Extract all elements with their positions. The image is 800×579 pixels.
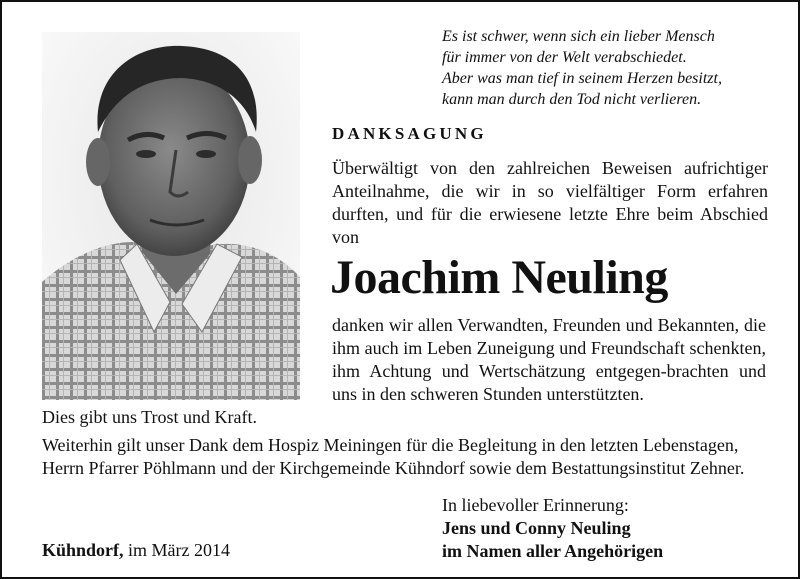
deceased-name: Joachim Neuling (330, 251, 668, 304)
signer-line: Jens und Conny Neuling (442, 518, 631, 538)
poem-line: Aber was man tief in seinem Herzen besitzt, (442, 70, 722, 87)
place-town: Kühndorf, (42, 540, 124, 560)
heading: DANKSAGUNG (332, 124, 487, 143)
poem-line: für immer von der Welt verabschiedet. (442, 49, 687, 66)
hospiz-text: Weiterhin gilt unser Dank dem Hospiz Meiningen für die Begleitung in den letzten Lebenstagen, Herrn Pfarrer Pöhlmann und der Kirchgemeinde Kühndorf sowie dem Bestattungsinstitut Zehner. (42, 435, 745, 478)
thanks-text: danken wir allen Verwandten, Freunden und Bekannten, die ihm auch im Leben Zuneigung und Freundschaft schenkten, ihm Achtung und Wertschätzung entgegen-brachten und uns in den schweren Stunden unterstützten. (332, 315, 766, 404)
portrait-photo (42, 32, 300, 400)
memory-line: In liebevoller Erinnerung: (442, 495, 629, 515)
poem (442, 26, 782, 110)
poem-line: Es ist schwer, wenn sich ein lieber Mensch (442, 28, 715, 45)
trost-text: Dies gibt uns Trost und Kraft. (42, 407, 258, 427)
signer-line: im Namen aller Angehörigen (442, 541, 664, 561)
poem-line: kann man durch den Tod nicht verlieren. (442, 91, 702, 108)
place-date-text: im März 2014 (128, 540, 231, 560)
signers (442, 517, 663, 563)
place-date (42, 539, 230, 562)
intro-text: Überwältigt von den zahlreichen Beweisen aufrichtiger Anteilnahme, die wir in so vielfältiger Form erfahren durften, und für die erwiesene letzte Ehre beim Abschied von (332, 158, 768, 247)
